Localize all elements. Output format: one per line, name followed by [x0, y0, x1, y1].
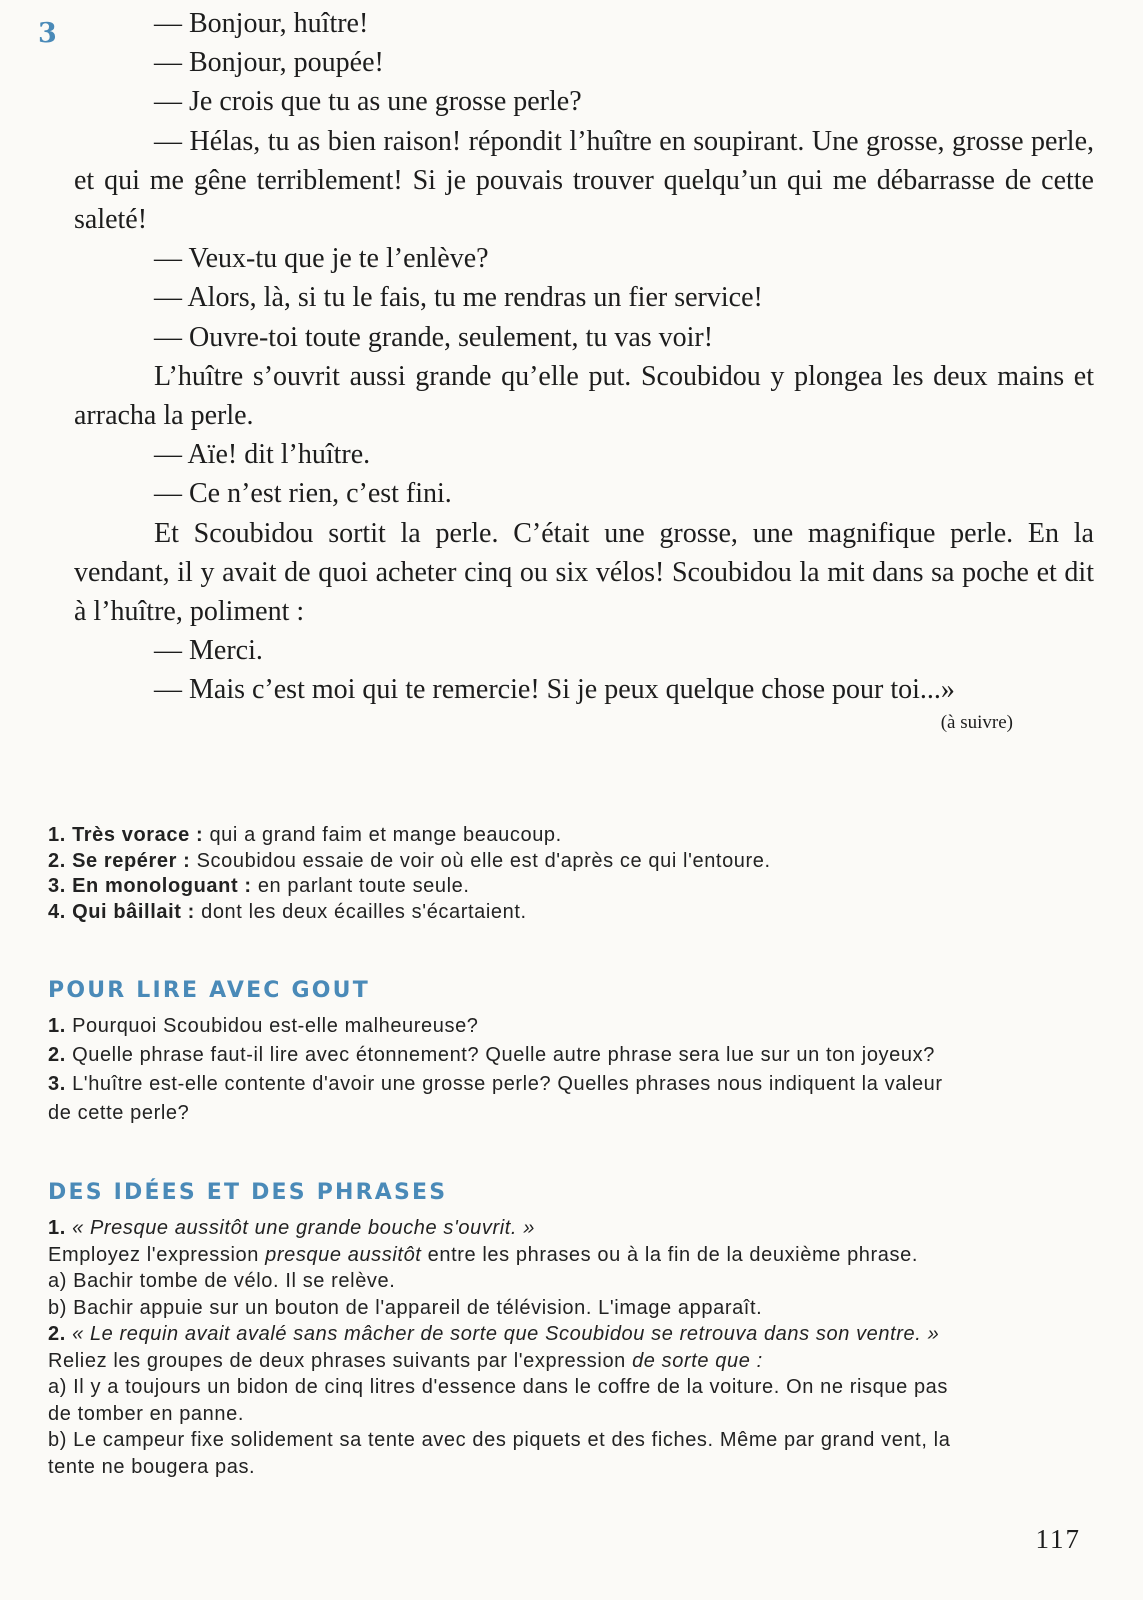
sentence-exercises: [48, 1215, 1088, 1480]
exercise-quote: 2. « Le requin avait avalé sans mâcher de sorte que Scoubidou se retrouva dans son ventre. »: [48, 1323, 940, 1345]
question-item-continued: de cette perle?: [48, 1102, 190, 1124]
vocabulary-notes: [48, 823, 1088, 925]
note-definition: Scoubidou essaie de voir où elle est d'après ce qui l'entoure.: [196, 849, 771, 872]
question-item: 1. Pourquoi Scoubidou est-elle malheureuse?: [48, 1015, 479, 1037]
note-term: Qui bâillait :: [72, 900, 195, 923]
note-term: Se repérer :: [72, 849, 191, 872]
story-part-number: 3: [38, 18, 57, 49]
exercise-item-continued: tente ne bougera pas.: [48, 1455, 256, 1478]
exercise-instruction: Reliez les groupes de deux phrases suivants par l'expression de sorte que :: [48, 1349, 763, 1372]
note-item: 3. En monologuant : en parlant toute seule.: [48, 875, 470, 897]
story-line: — Alors, là, si tu le fais, tu me rendras un fier service!: [154, 282, 763, 314]
story-line: — Mais c’est moi qui te remercie! Si je peux quelque chose pour toi...»: [154, 674, 955, 706]
story-line: — Hélas, tu as bien raison! répondit l’huître en soupirant. Une grosse, grosse perle, et qui me gêne terriblement! Si je pouvais trouver quelqu’un qui me débarrasse de cette saleté!: [74, 125, 1094, 236]
story-line: — Merci.: [154, 635, 263, 667]
section-heading-ideas: DES IDÉES ET DES PHRASES: [48, 1180, 448, 1205]
story-line: — Bonjour, huître!: [154, 8, 369, 39]
story-line: L’huître s’ouvrit aussi grande qu’elle put. Scoubidou y plongea les deux mains et arracha la perle.: [74, 360, 1094, 432]
continued-note: (à suivre): [940, 712, 1013, 733]
story-text: [74, 4, 1094, 710]
exercise-item-continued: de tomber en panne.: [48, 1402, 244, 1425]
exercise-item: a) Bachir tombe de vélo. Il se relève.: [48, 1270, 396, 1292]
story-line: Et Scoubidou sortit la perle. C’était une grosse, une magnifique perle. En la vendant, il y avait de quoi acheter cinq ou six vélos! Scoubidou la mit dans sa poche et dit à l’huître, poliment :: [74, 517, 1094, 628]
story-line: — Je crois que tu as une grosse perle?: [154, 86, 582, 118]
note-item: 4. Qui bâillait : dont les deux écailles s'écartaient.: [48, 900, 527, 923]
question-item: 2. Quelle phrase faut-il lire avec étonnement? Quelle autre phrase sera lue sur un ton joyeux?: [48, 1044, 935, 1066]
story-line: — Bonjour, poupée!: [154, 47, 384, 79]
exercise-item: a) Il y a toujours un bidon de cinq litres d'essence dans le coffre de la voiture. On ne risque pas: [48, 1376, 949, 1398]
exercise-instruction: Employez l'expression presque aussitôt entre les phrases ou à la fin de la deuxième phrase.: [48, 1243, 918, 1266]
note-definition: dont les deux écailles s'écartaient.: [201, 900, 527, 923]
note-term: En monologuant :: [72, 875, 252, 897]
story-line: — Ouvre-toi toute grande, seulement, tu vas voir!: [154, 321, 714, 353]
note-term: Très vorace :: [72, 824, 204, 846]
note-item: 1. Très vorace : qui a grand faim et mange beaucoup.: [48, 824, 562, 846]
section-heading-reading: POUR LIRE AVEC GOUT: [48, 978, 370, 1003]
story-line: — Veux-tu que je te l’enlève?: [154, 243, 489, 275]
story-line: — Ce n’est rien, c’est fini.: [154, 478, 452, 510]
story-line: — Aïe! dit l’huître.: [154, 439, 371, 471]
exercise-quote: 1. « Presque aussitôt une grande bouche s'ouvrit. »: [48, 1217, 535, 1239]
question-item: 3. L'huître est-elle contente d'avoir une grosse perle? Quelles phrases nous indiquent la valeur: [48, 1073, 943, 1095]
reading-questions: [48, 1012, 1088, 1128]
note-item: 2. Se repérer : Scoubidou essaie de voir où elle est d'après ce qui l'entoure.: [48, 849, 771, 872]
note-definition: en parlant toute seule.: [257, 875, 470, 897]
note-definition: qui a grand faim et mange beaucoup.: [209, 824, 562, 846]
exercise-item: b) Le campeur fixe solidement sa tente avec des piquets et des fiches. Même par grand vent, la: [48, 1429, 951, 1451]
page-number: 117: [1035, 1524, 1081, 1554]
exercise-item: b) Bachir appuie sur un bouton de l'appareil de télévision. L'image apparaît.: [48, 1296, 763, 1319]
